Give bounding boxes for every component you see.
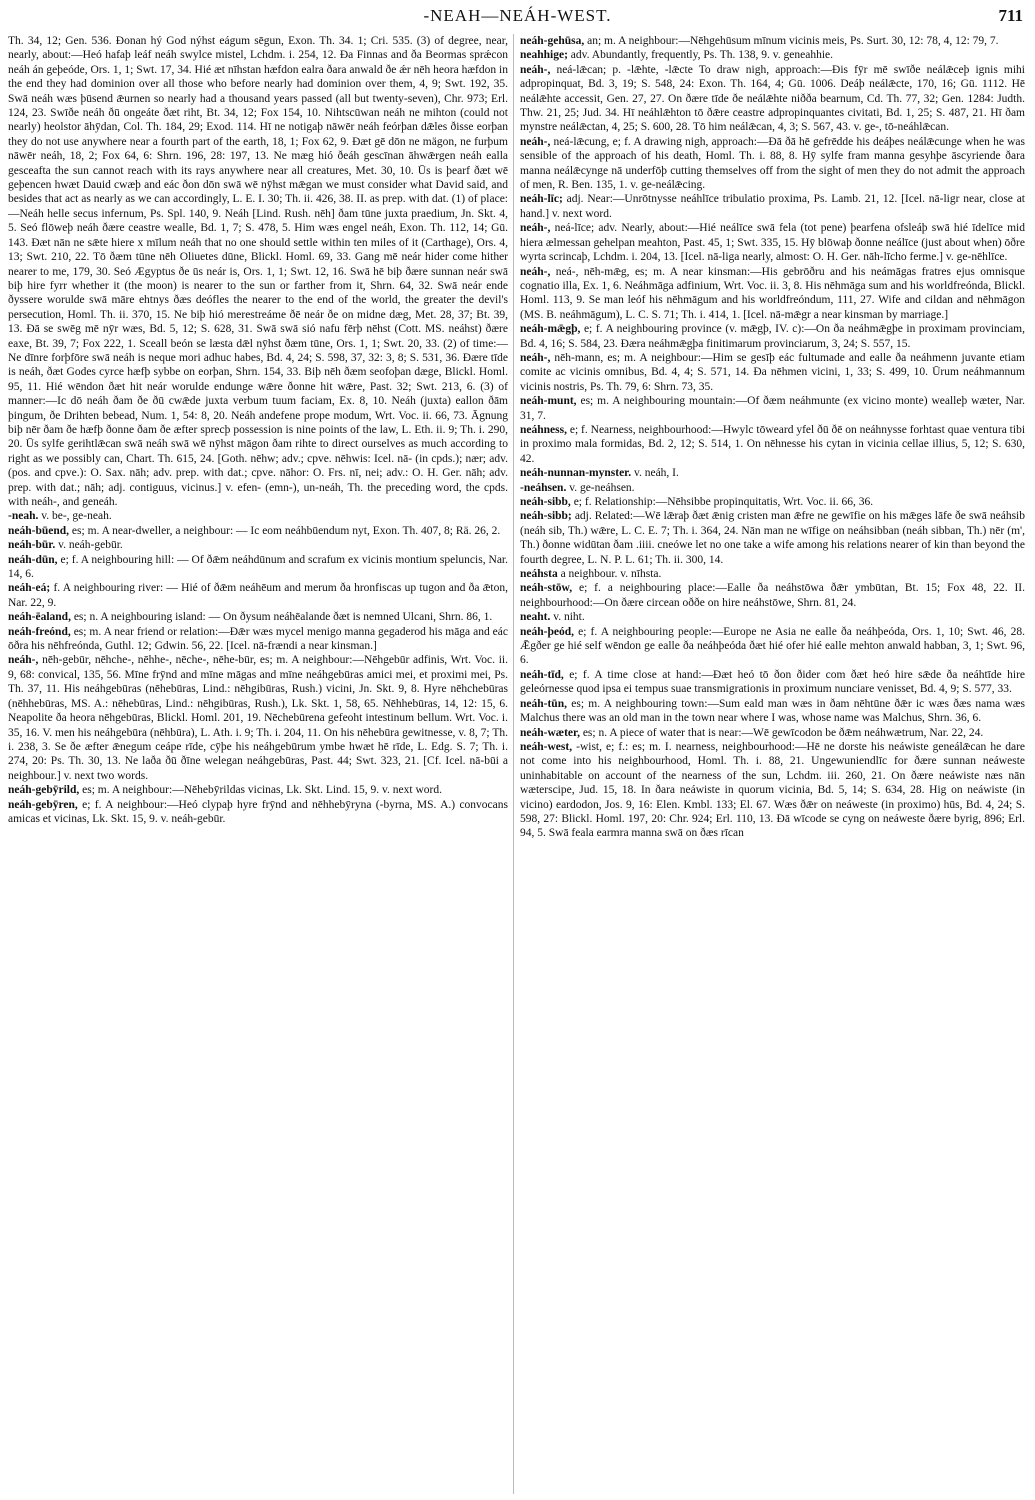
entry-headword: neáh-mǣgþ, — [520, 323, 581, 336]
dictionary-entry — [520, 697, 1025, 726]
dictionary-entry — [520, 481, 1025, 495]
entry-headword: neáh-gebȳrild, — [8, 784, 80, 797]
dictionary-entry — [8, 610, 508, 624]
dictionary-entry — [520, 610, 1025, 624]
entry-headword: neáh-tūn, — [520, 697, 567, 710]
entry-headword: neáh-munt, — [520, 395, 577, 408]
entry-headword: neáhsta — [520, 568, 558, 581]
page-header — [0, 6, 1035, 28]
entry-headword: neáh-līc; — [520, 193, 563, 206]
dictionary-entry — [520, 423, 1025, 466]
entry-text: v. neáh-gebūr. — [58, 539, 123, 552]
left-column — [8, 34, 508, 1494]
entry-text: e; f. A time close at hand:—Ðæt heó tō ðon ðider com ðæt heó hire sǣde ða neáhtīde hire geleórnesse quod ipsa ei tempus suae transmigrationis in proximum nunciare venisset, Bd. 4, 9; S. 577, 33. — [520, 668, 1025, 696]
entry-headword: neáh-tīd, — [520, 668, 564, 681]
dictionary-entry — [520, 322, 1025, 351]
entry-text: es; n. A neighbouring island: — On ðysum neáhēalande ðæt is nemned Ulcani, Shrn. 86, 1. — [73, 611, 493, 624]
entry-text: neá-lǣcan; p. -lǣhte, -lǣcte To draw nigh, approach:—Ðis fȳr mē swīðe neálǣceþ ignis mihi adpropinquat, Bd. 3, 19; S. 548, 24: Exon. Th. 164, 4; Gū. 1006. Deáþ neálǣcte, 170, 16; Gū. 1112. Hē neálǣhte accessit, Gen. 27, 27. On ðære tīde ðe neálǣhte niðða bearnum, Cd. Th. 77, 32; Gen. 1284: Judth. Thw. 21, 25; Jud. 34. Hī neáhlǣhton tō ðǣre ceastre adpropinquantes civitati, Bd. 1, 25; S. 487, 21. Hī ðam mynstre neálǣctan, 4, 25; S. 600, 28. Tō him neálǣcan, 4, 3; S. 567, 43. v. ge-, tō-neáhlǣcan. — [520, 63, 1025, 134]
dictionary-entry — [520, 265, 1025, 323]
entry-headword: neáh-eá; — [8, 582, 51, 595]
dictionary-entry — [520, 581, 1025, 610]
entry-headword: neáh-freónd, — [8, 625, 71, 638]
dictionary-entry — [520, 192, 1025, 221]
dictionary-entry — [520, 726, 1025, 740]
entry-text: adj. Near:—Unrōtnysse neáhlīce tribulatio proxima, Ps. Lamb. 21, 12. [Icel. nā-ligr near, close at hand.] v. next word. — [520, 193, 1025, 220]
dictionary-entry — [520, 466, 1025, 480]
dictionary-entry — [520, 221, 1025, 264]
dictionary-entry — [520, 668, 1025, 697]
dictionary-entry — [8, 538, 508, 552]
entry-text: an; m. A neighbour:—Nēhgehūsum mīnum vicinis meis, Ps. Surt. 30, 12: 78, 4, 12: 79, 7. — [587, 35, 999, 47]
entry-headword: neáh-west, — [520, 740, 573, 753]
dictionary-entry — [8, 553, 508, 582]
entry-headword: neahhige; — [520, 49, 568, 62]
entry-text: e; f. A neighbouring people:—Europe ne Asia ne ealle ða neáhþeóda, Ors. 1, 10; Swt. 46, 28. Ǣgðer ge hié self wēndon ge ealle ða neáhþeóda ðæt hié ofer hié ealle mehton anwald habban, 3, 1; Swt. 96, 6. — [520, 625, 1025, 667]
entry-text: e; f. A neighbour:—Heó clypaþ hyre frȳnd and nēhhebȳryna (-byrna, MS. A.) convocans amicas et vicinas, Lk. Skt. 15, 9. v. neáh-gebūr. — [8, 798, 508, 825]
entry-text: e; f. Nearness, neighbourhood:—Hwylc tōweard yfel ðū ðē on neáhnysse forhtast quae ventura tibi in proximo mala formidas, Bd. 2, 12; S. 514, 1. On nēhnesse his cytan in vicinia cellae illius, 5, 12; S. 630, 42. — [520, 423, 1025, 465]
dictionary-entry — [520, 495, 1025, 509]
dictionary-entry — [520, 48, 1025, 62]
entry-text: e; f. Relationship:—Nēhsibbe propinquitatis, Wrt. Voc. ii. 66, 36. — [573, 496, 874, 508]
dictionary-entry — [520, 740, 1025, 841]
entry-text: nēh-gebūr, nēhche-, nēhhe-, nēche-, nēhe-būr, es; m. A neighbour:—Nēhgebūr adfinis, Wrt. Voc. ii. 9, 68: convical, 135, 56. Mīne frȳnd and mīne māgas and mīne neáhgebūras amici mei, et proximi mei, Ps. Th. 37, 11. His neáhgebūras (nēhebūras, Lind.: nēhgibūras, Rush.) vicini, Jn. Skt. 9, 8. Hyre nēhchebūras (nēhhebūras, MS. A.: nēhebūras, Lind.: nēhgibūras, Rush.), Lk. Skt. 1, 58, 65. Nēhhebūras, 14, 12: 15, 6. Neapolite ða heora nēhgebūras, Blickl. Homl. 201, 19. Nēchebūrena gefeoht intestinum bellum. Wrt. Voc. i. 35, 16. V. men his neáhgebūra (nēhbūra), L. Ath. i. 9; Th. i. 204, 11. On his nēhebūra gewitnesse, v. 8, 7; Th. i. 238, 3. Se ðe æfter ǣnegum ceápe rīde, cȳþe his neáhgebūrum ymbe hwæt hē rīde, L. Edg. S. 7; Th. i. 274, 20: Ps. Th. 30, 13. Ne laða ðū ðīne welegan neáhgebūras, Past. 44; Swt. 323, 21. [Cf. Icel. nā-būi a neighbour.] v. next two words. — [8, 654, 508, 782]
entry-text: v. be-, ge-neah. — [41, 510, 112, 523]
entry-headword: neáh-, — [520, 351, 551, 364]
entry-headword: neáh-dūn, — [8, 553, 58, 566]
entry-text: -wist, e; f.: es; m. I. nearness, neighbourhood:—Hē ne dorste his neáwiste geneálǣcan he dare not come into his neighbourhood, Homl. Th. i. 88, 21. Ungewuniendlīc for ðære sunnan neáweste uninhabitable on account of the nearness of the sun, Lchdm. iii. 260, 21. On ðære neáwiste næs nān wæterscipe, Jud. 15, 18. In ðara neáwiste in quorum vicinia, Bd. 5, 14; S. 634, 28. Hig on neáwiste (in vicino) eardodon, Jos. 9, 16: Elen. Kmbl. 133; El. 67. Wæs ðǣr on neáweste (in proximo) hūs, Bd. 4, 24; S. 598, 27: Blickl. Homl. 197, 20: Chr. 924; Erl. 110, 13. Ðā wīcode se cyng on neáweste ðære byrig, 896; Erl. 94, 5. Swā feala earmra manna swā on ðæs rīcan — [520, 740, 1025, 840]
entry-text: adj. Related:—Wē lǣraþ ðæt ǣnig cristen man ǣfre ne gewīfie on his mǣges lāfe ðe swā neáhsib (neáh sib, Th.) wǣre, L. C. E. 7; Th. i. 364, 24. Nān man ne wīfige on neáhsibban (neáh sibban, Th.) nēr (m', Th.) ðonne widūtan ðam .iiii. cneówe let no one take a wife among his relations nearer of kin than beyond the fourth degree, L. N. P. L. 61; Th. ii. 300, 14. — [520, 510, 1025, 566]
entry-headword: neáh-þeód, — [520, 625, 574, 638]
dictionary-entry — [520, 351, 1025, 394]
dictionary-entry — [520, 34, 1025, 48]
entry-headword: neáh-būend, — [8, 524, 70, 537]
dictionary-entry — [8, 798, 508, 827]
entry-text: adv. Abundantly, frequently, Ps. Th. 138, 9. v. geneahhie. — [570, 49, 834, 62]
dictionary-entry — [520, 625, 1025, 668]
entry-text: neá-lǣcung, e; f. A drawing nigh, approach:—Ðā ðā hē gefrēdde his deáþes neálǣcunge when he was sensible of the approach of his death, Homl. Th. i. 88, 8. Hȳ sylfe fram manna gesyhþe āscyriende ðara manna neálǣcynge nā underfōþ cutting themselves off from the sight of men they do not admit the approach of men, R. Ben. 135, 1. v. ge-neálǣcing. — [520, 135, 1025, 192]
entry-headword: neáh-, — [520, 135, 551, 148]
dictionary-entry — [8, 653, 508, 783]
entry-headword: neáh-gehūsa, — [520, 35, 585, 47]
entry-headword: neáh-, — [520, 265, 551, 278]
column-divider — [513, 34, 514, 1494]
dictionary-entry — [520, 567, 1025, 581]
entry-text: es; m. A near friend or relation:—Ðǣr wæs mycel menigo manna gegaderod his māga and eác ōðra his nēhfreónda, Guthl. 12; Gdwin. 56, 22. [Icel. nā-frændi a near kinsman.] — [8, 625, 508, 653]
dictionary-entry — [520, 394, 1025, 423]
dictionary-entry — [520, 509, 1025, 567]
entry-headword: neáh-, — [520, 63, 551, 76]
entry-text: e; f. A neighbouring province (v. mǣgþ, IV. c):—On ða neáhmǣgþe in proximam provinciam, Bd. 4, 16; S. 584, 23. Ðæra neáhmǣgþa finitimarum provinciarum, 3, 24; S. 557, 15. — [520, 323, 1025, 350]
entry-text: v. ge-neáhsen. — [569, 481, 635, 494]
dictionary-entry — [8, 625, 508, 654]
entry-headword: neáh-stōw, — [520, 582, 573, 595]
entry-headword: neáh-gebȳren, — [8, 798, 78, 811]
dictionary-entry — [8, 509, 508, 523]
right-column — [520, 34, 1025, 1494]
entry-text: es; m. A neighbouring mountain:—Of ðæm neáhmunte (ex vicino monte) wealleþ wæter, Nar. 31, 7. — [520, 395, 1025, 422]
entry-headword: neáhness, — [520, 423, 567, 436]
entry-text: es; m. A near-dweller, a neighbour: — Ic eom neáhbūendum nyt, Exon. Th. 407, 8; Rä. 26, 2. — [71, 524, 501, 537]
entry-text: e; f. A neighbouring hill: — Of ðǣm neáhdūnum and scrafum ex vicinis montium speluncis, Nar. 14, 6. — [8, 553, 508, 581]
dictionary-entry — [8, 34, 508, 509]
entry-headword: neáh-nunnan-mynster. — [520, 467, 632, 480]
entry-text: v. neáh, I. — [633, 467, 679, 480]
dictionary-entry — [8, 524, 508, 538]
dictionary-entry — [8, 783, 508, 797]
entry-text: nēh-mann, es; m. A neighbour:—Him se gesīþ eác fultumade and ealle ða neáhmenn juvante etiam comite ac vicinis omnibus, Bd. 4, 4; S. 571, 14. Ða nēhmen vicini, 1, 33; S. 499, 10. Ūrum neáhmannum vicinis nostris, Ps. Th. 79, 6: Shrn. 73, 35. — [520, 351, 1025, 393]
entry-text: neá-, nēh-mǣg, es; m. A near kinsman:—His gebrōðru and his neámāgas fratres ejus omnisque cognatio illa, Ex. 1, 6. Neáhmāga adfinium, Wrt. Voc. ii. 3, 8. His nēhmāga sum and his worldfreónda, Blickl. Homl. 113, 9. Se man leóf his nēhmāgum and his worldfreóndum, 111, 27. Wife and cildan and nēhmāgon (MS. B. neáhmāgum), L. C. S. 71; Th. i. 414, 1. [Icel. nā-mǣgr a near kinsman by marriage.] — [520, 265, 1025, 321]
entry-headword: neáh-, — [8, 654, 39, 667]
dictionary-entry — [520, 135, 1025, 193]
entry-headword: -neáhsen. — [520, 481, 567, 494]
entry-headword: neáh-būr. — [8, 539, 56, 552]
entry-headword: neaht. — [520, 611, 551, 624]
entry-text: e; f. a neighbouring place:—Ealle ða neáhstōwa ðǣr ymbūtan, Bt. 15; Fox 48, 22. II. neighbourhood:—On ðære circean oððe on hire neáhstōwe, Shrn. 81, 24. — [520, 582, 1025, 609]
dictionary-entry — [8, 581, 508, 610]
entry-text: es; n. A piece of water that is near:—Wē gewīcodon be ðǣm neáhwætrum, Nar. 22, 24. — [582, 726, 984, 739]
entry-text: Th. 34, 12; Gen. 536. Ðonan hý God nýhst eágum sēgun, Exon. Th. 34. 1; Cri. 535. (3) of degree, near, nearly, about:—Heó hafaþ leáf neáh swylce mistel, Lchdm. i. 254, 12. Ða Finnas and ða Beormas sprǽcon neáh án geþeóde, Ors. 1, 1; Swt. 17, 34. Hié æt nīhstan hæfdon ealra ðara anwald ðe ǽr nēh heora hæfdon in the end they had dominion over all those who before nearly had dominion over them, 4, 9; Swt. 192, 35. Swā neáh wæs þūsend ǣurnen so nearly had a thousand years passed (all but twenty-seven), Chr. 973; Erl. 124, 23. Swīðe neáh ðū ongeáte ðæt riht, Bt. 34, 12; Fox 154, 10. Nihtscūwan neáh ne mihton (could not nearly) heolstor āhȳdan, Col. Th. 184, 29; Exod. 114. Hī ne notigaþ nāwēr neáh feórþan dǣles ðisse eorþan they do not use anywhere near a fourth part of the earth, 18, 1; Fox 62, 9. Ðæt gē dōn ne mägon, ne furþum nāwēr neáh, 18, 2; Fox 64, 6: Shrn. 196, 28: 197, 13. Ne mæg hió ðeáh gescīnan āhwǣrgen neáh ealla gesceafta the sun cannot reach with its rays anywhere near all creatures, Met. 30, 10. Ūs is þearf ðæt wē geþencen hwæt Dauid cwæþ and eác ðon dōn swā wē nȳhst mǣgan we must consider what David said, and besides that act as nearly as we can accordingly, L. E. I. 30; Th. ii. 426, 38. II. as prep. with dat. (1) of place:—Neáh helle secus infernum, Ps. Spl. 140, 9. Neáh [Lind. Rush. nēh] ðam tūne juxta praedium, Jn. Skt. 4, 5. Seó flōweþ neáh ðære ceastre wealle, Bd. 1, 7; S. 478, 5. Him wæs engel neáh, Exon. Th. 112, 14; Gū. 143. Ðæt nān ne sǣte hiere x mīlum neáh that no one should settle within ten miles of it (Carthage), Ors. 4, 13; Swt. 210, 22. Tō ðæm tūne nēh Oliuetes dūne, Blickl. Homl. 69, 33. Gang mē neár hider come hither nearer to me, 179, 30. Seó Ægyptus ðe ūs neár is, Ors. 1, 1; Swt. 12, 16. Swā hē biþ ðære sunnan neár swā biþ hire fyrr whether it (the moon) is nearer to the sun or farther from it, Shrn. 64, 32. Swā neár ende ðyssere worulde swā māre ehtnys ðæs deófles the nearer to the end of the world, the greater the devil's persecution, Homl. Th. ii. 370, 15. Ne biþ hió merestreáme ðē neár ðe on midne dæg, Met. 28, 37; Bt. 39, 13. Ðā se swēg mē nȳr wæs, Bd. 5, 12; S. 628, 31. Swā swā sió nafu fērþ nēhst (Cott. MS. neáhst) ðære eaxe, Bt. 39, 7; Fox 222, 1. Sceall beón se læsta dǣl nȳhst ðæm tūne, Ors. 1, 1; Swt. 20, 33. (2) of time:—Ne dīnre forþfōre swā neáh is neque mori adhuc habes, Bd. 4, 24; S. 598, 37, 32: 3, 8; S. 531, 36. Ðære tīde is neáh, ðæt Godes cyrce hæfþ sybbe on eorþan, Shrn. 154, 33. Biþ nēh ðæm seofoþan dæge, Blickl. Homl. 95, 11. Hié wēndon ðæt hit neár worulde endunge wǣre ðonne hit wǣre, Past. 32; Swt. 213, 6. (3) of manner:—Ic dō neáh ðam ðe ðū cwǣde juxta verbum tuum faciam, Ex. 8, 10. Neáh (juxta) eallon ðām þingum, ðe Drihten bebead, Num. 1, 54: 8, 20. Neáh andefene prope modum, Wrt. Voc. ii. 66, 73. Āgnung biþ nēr ðam ðe hæfþ ðonne ðam ðe æfter sprecþ possession is nine points of the law, L. Eth. ii. 9; Th. i. 290, 20. Ūs sylfe gerihtlǣcan swā neáh swā wē nȳhst māgon ðam rihte to direct ourselves as much according to right as we possibly can, Chart. Th. 615, 24. [Goth. nēhw; adv.; cpve. nēhwis: Icel. nā- (in cpds.); nær; adv. (pos. and cpve.): O. Sax. nāh; adv. prep. with dat.; cpve. nāhor: O. Frs. nī, nei; adv.: O. H. Ger. nāh; adv. prep. with dat.; nāh; adj. contiguus, vicinus.] v. efen- (emn-), un-neáh, Th. the preceding word, the cpds. with neáh-, and geneáh. — [8, 35, 508, 508]
entry-text: f. A neighbouring river: — Hié of ðǣm neáhēum and merum ða hronfiscas up tugon and ða ǣton, Nar. 22, 9. — [8, 582, 508, 609]
running-head: -NEAH—NEÁH-WEST. — [423, 6, 612, 25]
entry-text: a neighbour. v. nīhsta. — [560, 568, 662, 581]
entry-text: neá-līce; adv. Nearly, about:—Hié neálīce swā fela (tot pene) þearfena ofsleáþ swā hié īdelīce mid hiera ælmessan gehelpan meahton, Past. 45, 1; Swt. 335, 15. Hȳ blōwaþ ðonne neálīce (just about when) ōðre wyrta scrincaþ, Lchdm. i. 204, 13. [Icel. nā-liga nearly, almost: O. H. Ger. nāh-līcho ferme.] v. ge-nēhlīce. — [520, 222, 1025, 264]
entry-headword: -neah. — [8, 510, 39, 523]
entry-headword: neáh-wæter, — [520, 726, 580, 739]
entry-headword: neáh-sibb; — [520, 510, 572, 523]
entry-text: es; m. A neighbouring town:—Sum eald man wæs in ðam nēhtūne ðǣr ic wæs ðæs nama wæs Malchus there was an old man in the town near where I was, whose name was Malchus, Shrn. 36, 6. — [520, 697, 1025, 725]
entry-headword: neáh-ēaland, — [8, 611, 71, 624]
dictionary-entry — [520, 63, 1025, 135]
entry-headword: neáh-, — [520, 222, 551, 235]
entry-text: v. niht. — [553, 611, 585, 624]
entry-headword: neáh-sibb, — [520, 496, 571, 508]
entry-text: es; m. A neighbour:—Nēhebȳrildas vicinas, Lk. Skt. Lind. 15, 9. v. next word. — [82, 784, 442, 797]
page-number: 711 — [998, 6, 1023, 25]
